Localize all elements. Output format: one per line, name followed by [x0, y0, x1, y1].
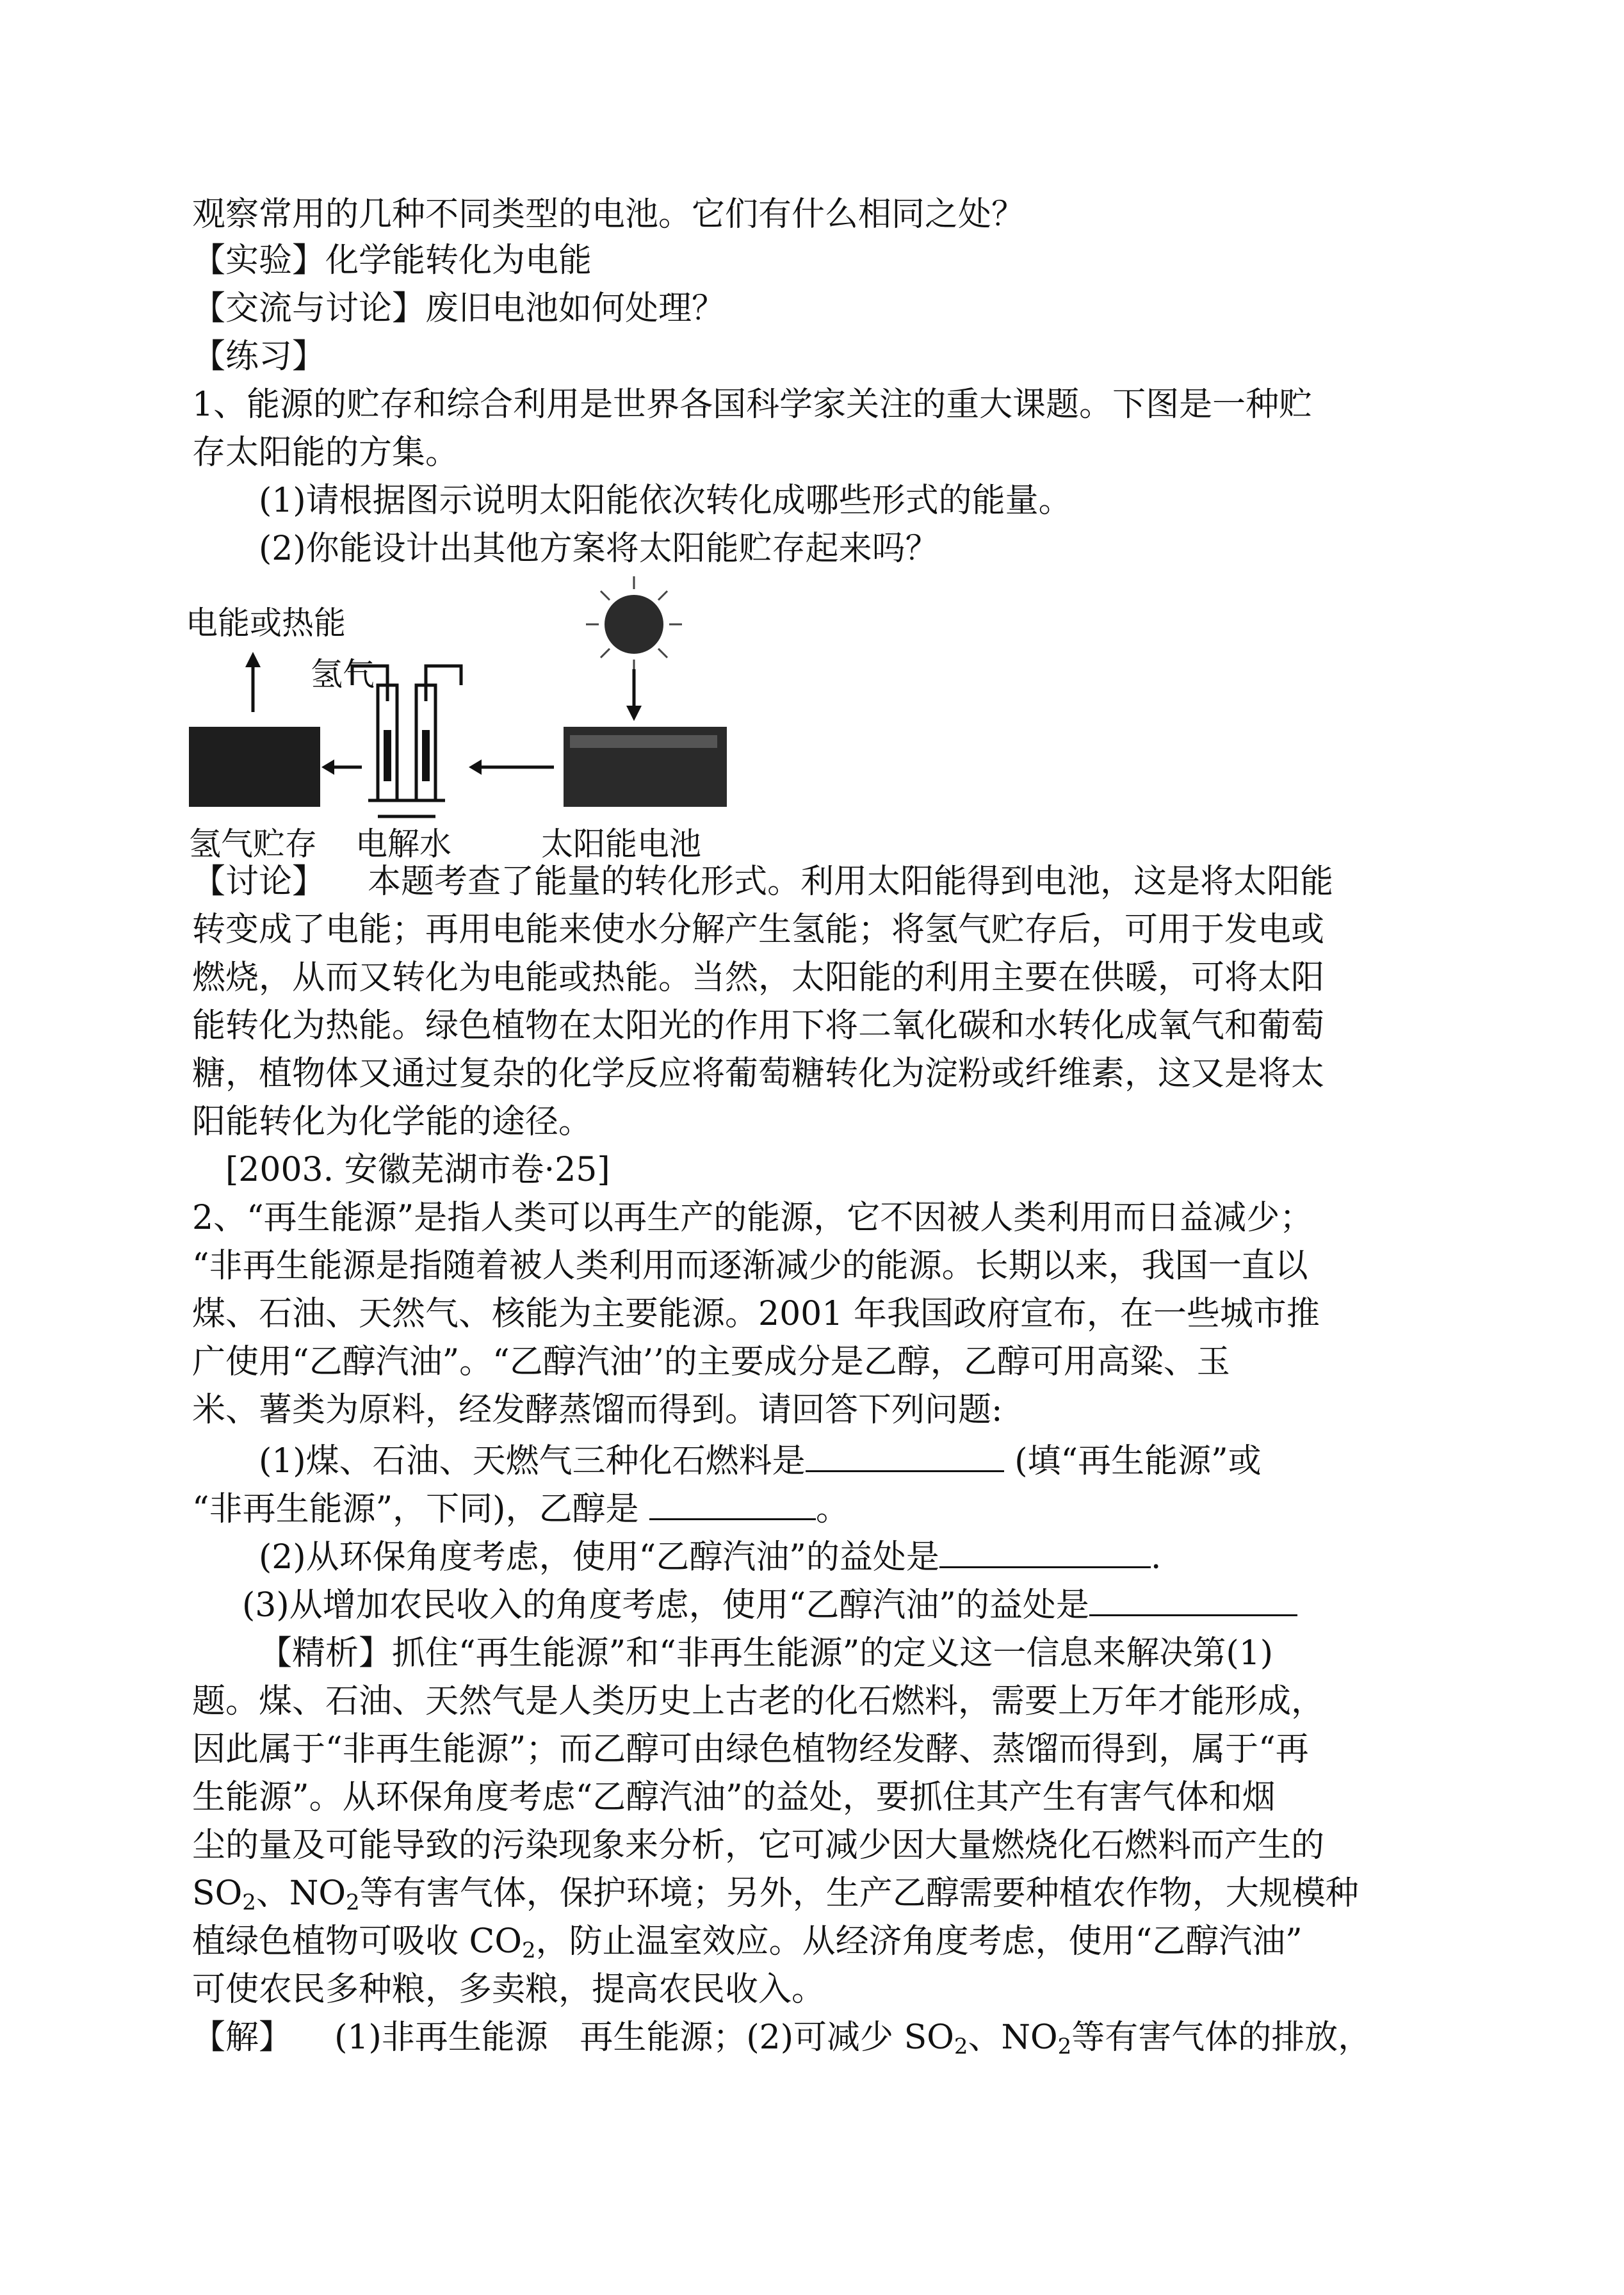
discussion-line-5: 糖，植物体又通过复杂的化学反应将葡萄糖转化为淀粉或纤维素，这又是将太 — [192, 1055, 1325, 1093]
q1-line-1: 1、能源的贮存和综合利用是世界各国科学家关注的重大课题。下图是一种贮 — [192, 385, 1313, 424]
co2-text: 植绿色植物可吸收 CO — [192, 1922, 522, 1961]
answer-blank-2[interactable] — [649, 1486, 816, 1520]
answer-blank-1[interactable] — [806, 1438, 1004, 1472]
discussion-tag: 【讨论】 — [192, 863, 326, 901]
q2-line-4: 广使用“乙醇汽油”。“乙醇汽油’’的主要成分是乙醇，乙醇可用高粱、玉 — [192, 1343, 1230, 1381]
answer-text-3: 等有害气体的排放， — [1071, 2018, 1372, 2057]
discussion-line-6: 阳能转化为化学能的途径。 — [192, 1103, 592, 1141]
practice-tag: 【练习】 — [192, 337, 326, 376]
solar-storage-diagram — [186, 564, 749, 864]
no2-text: 、NO — [256, 1874, 346, 1913]
q2-sub-2-text: (2)从环保角度考虑，使用“乙醇汽油”的益处是 — [259, 1538, 939, 1577]
subscript-2: 2 — [346, 1890, 360, 1915]
analysis-line-4: 生能源”。从环保角度考虑“乙醇汽油”的益处，要抓住其产生有害气体和烟 — [192, 1778, 1276, 1817]
hydrogen-storage-block — [189, 727, 320, 807]
q2-sub-1-line-2 — [192, 1486, 849, 1533]
subscript-2: 2 — [954, 2034, 968, 2059]
q2-line-1: 2、“再生能源”是指人类可以再生产的能源，它不因被人类利用而日益减少； — [192, 1199, 1313, 1237]
q2-sub-3-text: (3)从增加农民收入的角度考虑，使用“乙醇汽油”的益处是 — [242, 1586, 1089, 1625]
q2-sub-3 — [242, 1582, 1297, 1629]
q2-line-5: 米、薯类为原料，经发酵蒸馏而得到。请回答下列问题: — [192, 1391, 1003, 1429]
q2-sub-2 — [259, 1534, 1161, 1581]
analysis-text-7: ，防止温室效应。从经济角度考虑，使用“乙醇汽油” — [535, 1922, 1303, 1961]
discussion-line-2: 转变成了电能；再用电能来使水分解产生氢能；将氢气贮存后，可用于发电或 — [192, 911, 1325, 949]
subscript-2: 2 — [521, 1938, 536, 1963]
analysis-tag: 【精析】 — [259, 1634, 393, 1673]
subscript-2: 2 — [242, 1890, 256, 1915]
q2-line-2: “非再生能源是指随着被人类利用而逐渐减少的能源。长期以来，我国一直以 — [192, 1247, 1308, 1285]
so2-text: SO — [192, 1874, 243, 1913]
answer-line — [192, 2014, 1371, 2070]
experiment-text: 化学能转化为电能 — [325, 241, 592, 280]
q2-sub-1-line-1 — [259, 1438, 1262, 1485]
q1-sub-1: (1)请根据图示说明太阳能依次转化成哪些形式的能量。 — [259, 482, 1072, 520]
answer-blank-3[interactable] — [939, 1534, 1151, 1568]
analysis-line-3: 因此属于“非再生能源”；而乙醇可由绿色植物经发酵、蒸馏而得到，属于“再 — [192, 1730, 1309, 1769]
answer-tag: 【解】 — [192, 2018, 293, 2057]
q2-sub-1-text-2: “非再生能源”，下同)，乙醇是 — [192, 1490, 639, 1529]
discussion-text-1: 本题考查了能量的转化形式。利用太阳能得到电池，这是将太阳能 — [368, 863, 1334, 901]
discussion-line-3: 燃烧，从而又转化为电能或热能。当然，太阳能的利用主要在供暖，可将太阳 — [192, 959, 1325, 997]
diagram-label-solar-cell: 太阳能电池 — [541, 825, 701, 863]
experiment-tag: 【实验】 — [192, 241, 326, 280]
diagram-label-storage: 氢气贮存 — [189, 825, 317, 863]
analysis-text-1: 抓住“再生能源”和“非再生能源”的定义这一信息来解决第(1) — [392, 1634, 1274, 1673]
answer-text-2: 、NO — [968, 2018, 1058, 2057]
analysis-line-5: 尘的量及可能导致的污染现象来分析，它可减少因大量燃烧化石燃料而产生的 — [192, 1826, 1325, 1865]
answer-blank-4[interactable] — [1089, 1582, 1297, 1616]
q1-sub-2: (2)你能设计出其他方案将太阳能贮存起来吗？ — [259, 530, 939, 568]
solar-cell-texture — [570, 735, 717, 748]
q2-sub-1-hint: (填“再生能源”或 — [1014, 1442, 1262, 1480]
q2-line-3: 煤、石油、天然气、核能为主要能源。2001 年我国政府宣布，在一些城市推 — [192, 1295, 1320, 1333]
q2-sub-1-text: (1)煤、石油、天燃气三种化石燃料是 — [259, 1442, 806, 1480]
exchange-tag: 【交流与讨论】 — [192, 289, 426, 328]
arrow-left-icon — [469, 759, 554, 775]
analysis-line-2: 题。煤、石油、天然气是人类历史上古老的化石燃料，需要上万年才能形成， — [192, 1682, 1325, 1721]
answer-text-1: (1)非再生能源 再生能源；(2)可减少 SO — [334, 2018, 954, 2057]
arrow-down-icon — [626, 669, 642, 721]
sun-icon — [586, 576, 682, 672]
discussion-line-4: 能转化为热能。绿色植物在太阳光的作用下将二氧化碳和水转化成氧气和葡萄 — [192, 1007, 1325, 1045]
diagram-label-electrolysis: 电解水 — [355, 825, 451, 863]
subscript-2: 2 — [1057, 2034, 1072, 2059]
q2-sub-1-end: 。 — [816, 1490, 850, 1529]
experiment-line — [192, 237, 592, 284]
arrow-up-icon — [245, 652, 261, 712]
discussion-line-1 — [192, 858, 1333, 905]
diagram-label-hydrogen: 氢气 — [311, 656, 375, 693]
source-citation: [2003. 安徽芜湖市卷·25] — [225, 1151, 610, 1189]
q2-sub-2-end: . — [1150, 1538, 1162, 1577]
analysis-text-6: 等有害气体，保护环境；另外，生产乙醇需要种植农作物，大规模种 — [359, 1874, 1359, 1913]
analysis-line-1 — [259, 1630, 1273, 1677]
electrolysis-electrodes — [384, 730, 430, 781]
arrow-left-icon — [321, 759, 362, 775]
analysis-line-8: 可使农民多种粮，多卖粮，提高农民收入。 — [192, 1970, 825, 2009]
intro-text: 观察常用的几种不同类型的电池。它们有什么相同之处？ — [192, 195, 1025, 234]
diagram-label-electric-heat: 电能或热能 — [186, 604, 346, 642]
q1-line-2: 存太阳能的方集。 — [192, 434, 459, 472]
exchange-text: 废旧电池如何处理？ — [425, 289, 726, 328]
exchange-line — [192, 285, 725, 332]
